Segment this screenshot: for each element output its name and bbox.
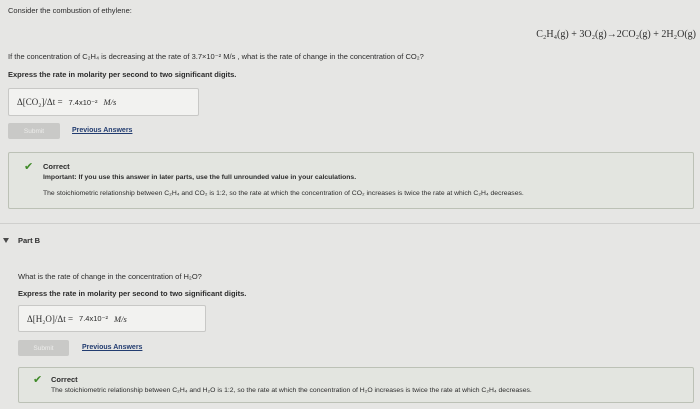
collapse-triangle-icon[interactable] (3, 238, 9, 243)
answer-label: Δ[CO₂]/Δt = (17, 97, 63, 107)
check-icon: ✔ (33, 374, 43, 386)
check-icon: ✔ (24, 161, 34, 173)
part-b-instruction: Express the rate in molarity per second to two significant digits. (18, 289, 247, 298)
feedback-important: Important: If you use this answer in later parts, use the full unrounded value in your calculations. (43, 174, 357, 181)
answer-value[interactable]: 7.4x10⁻² (68, 97, 98, 107)
part-b-question: What is the rate of change in the concentration of H₂O? (18, 272, 202, 281)
section-divider (0, 223, 700, 224)
part-a-feedback (8, 152, 694, 209)
feedback-title: Correct (51, 375, 78, 384)
feedback-text: The stoichiometric relationship between C₂H₄ and CO₂ is 1:2, so the rate at which the concentration of CO₂ increases is twice the rate at which C₂H₄ decreases. (43, 190, 524, 197)
part-b-feedback (18, 367, 694, 403)
part-b-label[interactable]: Part B (18, 236, 41, 245)
problem-intro: Consider the combustion of ethylene: (8, 6, 132, 15)
part-a-previous-answers-link[interactable]: Previous Answers (72, 127, 133, 134)
part-b-answer-box[interactable] (18, 305, 206, 332)
reaction-equation: C₂H₄(g) + 3O₂(g)→2CO₂(g) + 2H₂O(g) (536, 29, 696, 40)
answer-value[interactable]: 7.4x10⁻² (79, 314, 109, 323)
part-b-submit-button[interactable]: Submit (18, 340, 69, 356)
part-a-question: If the concentration of C₂H₄ is decreasing at the rate of 3.7×10⁻² M/s , what is the rate of change in the concentration of CO₂? (8, 52, 424, 61)
part-b-previous-answers-link[interactable]: Previous Answers (82, 344, 143, 351)
answer-unit: M/s (103, 97, 117, 107)
part-a-submit-button[interactable]: Submit (8, 123, 60, 139)
feedback-title: Correct (43, 162, 70, 171)
answer-label: Δ[H₂O]/Δt = (27, 313, 74, 324)
part-a-instruction: Express the rate in molarity per second to two significant digits. (8, 70, 237, 79)
feedback-text: The stoichiometric relationship between C₂H₄ and H₂O is 1:2, so the rate at which the concentration of H₂O increases is twice the rate at which C₂H₄ decreases. (51, 387, 532, 394)
part-a-answer-box[interactable] (8, 88, 199, 116)
answer-unit: M/s (114, 313, 127, 324)
